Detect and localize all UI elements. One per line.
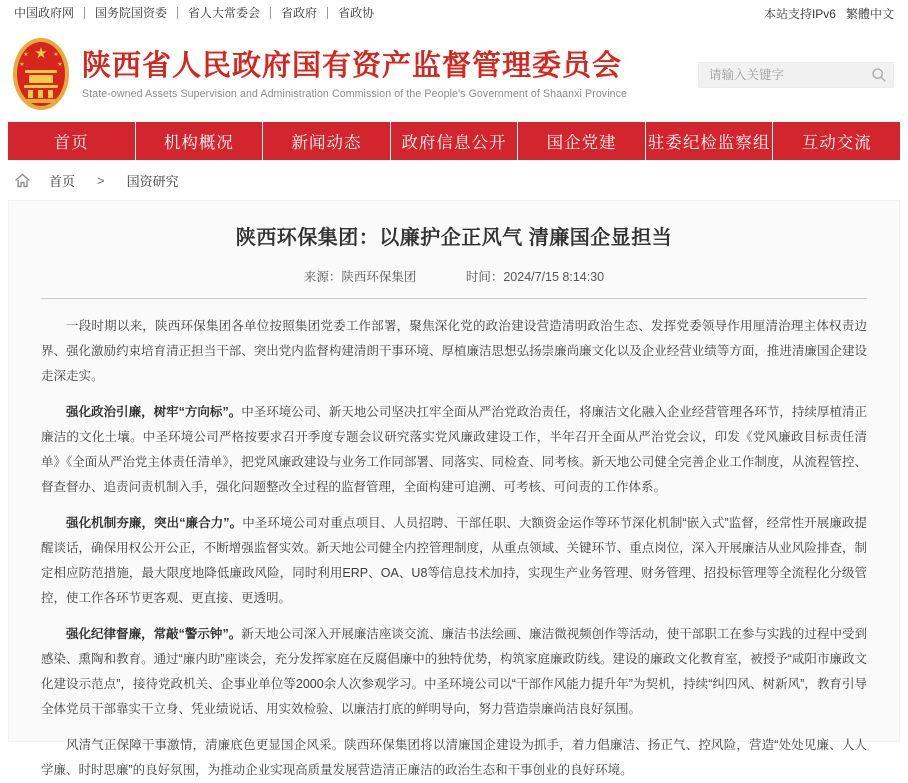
article-meta [41,267,867,285]
article-time: 时间：2024/7/15 8:14:30 [465,270,605,284]
ipv6-support-label: 本站支持IPv6 [763,6,836,21]
site-search [698,62,894,88]
article-paragraph [41,622,867,722]
top-right-tools [764,5,894,22]
article-source: 来源：陕西环保集团 [303,270,417,284]
link-sasac-state[interactable]: 国务院国资委 [85,7,178,19]
breadcrumb-separator: > [97,172,105,188]
nav-item-interaction[interactable]: 互动交流 [772,122,900,160]
svg-text:★: ★ [23,51,29,58]
site-subtitle-english: State-owned Assets Supervision and Administration Commission of the People's Government of Shaanxi Province [82,87,628,100]
paragraph-text: 新天地公司深入开展廉洁座谈交流、廉洁书法绘画、廉洁微视频创作等活动，使干部职工在参与实践的过程中受到感染、熏陶和教育。通过“廉内助”座谈会，充分发挥家庭在反腐倡廉中的独特优势，构筑家庭廉政防线。建设的廉政文化教育室，被授予“咸阳市廉政文化建设示范点”，接待党政机关、企事业单位等2000余人次参观学习。中圣环境公司以“干部作风能力提升年”为契机，持续“纠四风、树新风”，教育引导全体党员干部靠实干立身、凭业绩说话、用实效检验、以廉洁打底的鲜明导向，努力营造崇廉尚洁良好氛围。 [41,627,867,716]
search-input[interactable] [709,68,870,82]
paragraph-text: 一段时期以来，陕西环保集团各单位按照集团党委工作部署，聚焦深化党的政治建设营造清明政治生态、发挥党委领导作用厘清治理主体权责边界、强化激励约束培育清正担当干部、突出党内监督构建清朗干事环境、厚植廉洁思想弘扬崇廉尚廉文化以及企业经营业绩等方面，推进清廉国企建设走深走实。 [41,319,867,383]
traditional-chinese-toggle[interactable]: 繁體中文 [845,6,894,21]
breadcrumb-current-link[interactable]: 国资研究 [126,173,179,189]
article-paragraph [41,733,867,783]
paragraph-text: 中圣环境公司、新天地公司坚决扛牢全面从严治党政治责任，将廉洁文化融入企业经营管理各环节，持续厚植清正廉洁的文化土壤。中圣环境公司严格按要求召开季度专题会议研究落实党风廉政建设工作，半年召开全面从严治党会议，印发《党风廉政目标责任清单》《全面从严治党主体责任清单》，把党风廉政建设与业务工作同部署、同落实、同检查、同考核。新天地公司健全完善企业工作制度，从流程管控、督查督办、追责问责机制入手，强化问题整改全过程的监督管理，全面构建可追溯、可考核、可问责的工作体系。 [41,405,867,494]
paragraph-text: 中圣环境公司对重点项目、人员招聘、干部任职、大额资金运作等环节深化机制“嵌入式”监督，经常性开展廉政提醒谈话，确保用权公开公正，不断增强监督实效。新天地公司健全内控管理制度，从重点领域、关键环节、重点岗位，深入开展廉洁从业风险排查，制定相应防范措施，最大限度地降低廉政风险，同时利用ERP、OA、U8等信息技术加持，实现生产业务管理、财务管理、招投标管理等全流程化分级管控，使工作各环节更客观、更直接、更透明。 [41,516,867,605]
nav-item-about[interactable]: 机构概况 [135,122,263,160]
svg-text:★: ★ [53,51,59,58]
search-button[interactable] [870,66,887,84]
link-provincial-gov[interactable]: 省政府 [271,7,328,19]
nav-item-party-building[interactable]: 国企党建 [517,122,645,160]
paragraph-lead: 强化机制夯廉，突出“廉合力”。 [66,516,243,530]
svg-text:★: ★ [34,44,48,62]
breadcrumb-home-link[interactable]: 首页 [49,173,76,189]
nav-item-discipline-inspection[interactable]: 驻委纪检监察组 [645,122,773,160]
paragraph-lead: 强化政治引廉，树牢“方向标”。 [66,405,242,419]
home-icon[interactable] [14,172,31,189]
article-card [8,200,900,777]
article-paragraph [41,511,867,611]
search-icon [871,67,887,83]
article-paragraph [41,314,867,389]
top-links [14,7,384,19]
main-navigation [8,122,900,160]
site-title: 陕西省人民政府国有资产监督管理委员会 [82,49,623,82]
paragraph-text: 风清气正保障干事激情，清廉底色更显国企风采。陕西环保集团将以清廉国企建设为抓手，着力倡廉洁、扬正气、控风险，营造“处处见廉、人人学廉、时时思廉”的良好氛围，为推动企业实现高质量发展营造清正廉洁的政治生态和干事创业的良好环境。 [41,738,867,777]
top-utility-bar [0,0,908,26]
svg-text:★: ★ [57,61,63,68]
title-divider [41,298,867,299]
breadcrumb [0,160,908,200]
link-provincial-cppcc[interactable]: 省政协 [338,6,375,20]
link-provincial-congress[interactable]: 省人大常委会 [178,7,271,19]
paragraph-lead: 强化纪律督廉，常敲“警示钟”。 [66,627,242,641]
national-emblem-logo [12,36,70,112]
svg-text:★: ★ [19,61,25,68]
article-paragraph [41,400,867,500]
site-masthead [0,26,908,122]
site-title-block [82,49,627,100]
article-body [41,314,867,783]
nav-item-gov-info[interactable]: 政府信息公开 [390,122,518,160]
article-title: 陕西环保集团：以廉护企正风气 清廉国企显担当 [235,227,673,249]
link-china-gov[interactable]: 中国政府网 [14,7,85,19]
nav-item-news[interactable]: 新闻动态 [262,122,390,160]
nav-item-home[interactable]: 首页 [53,134,89,152]
